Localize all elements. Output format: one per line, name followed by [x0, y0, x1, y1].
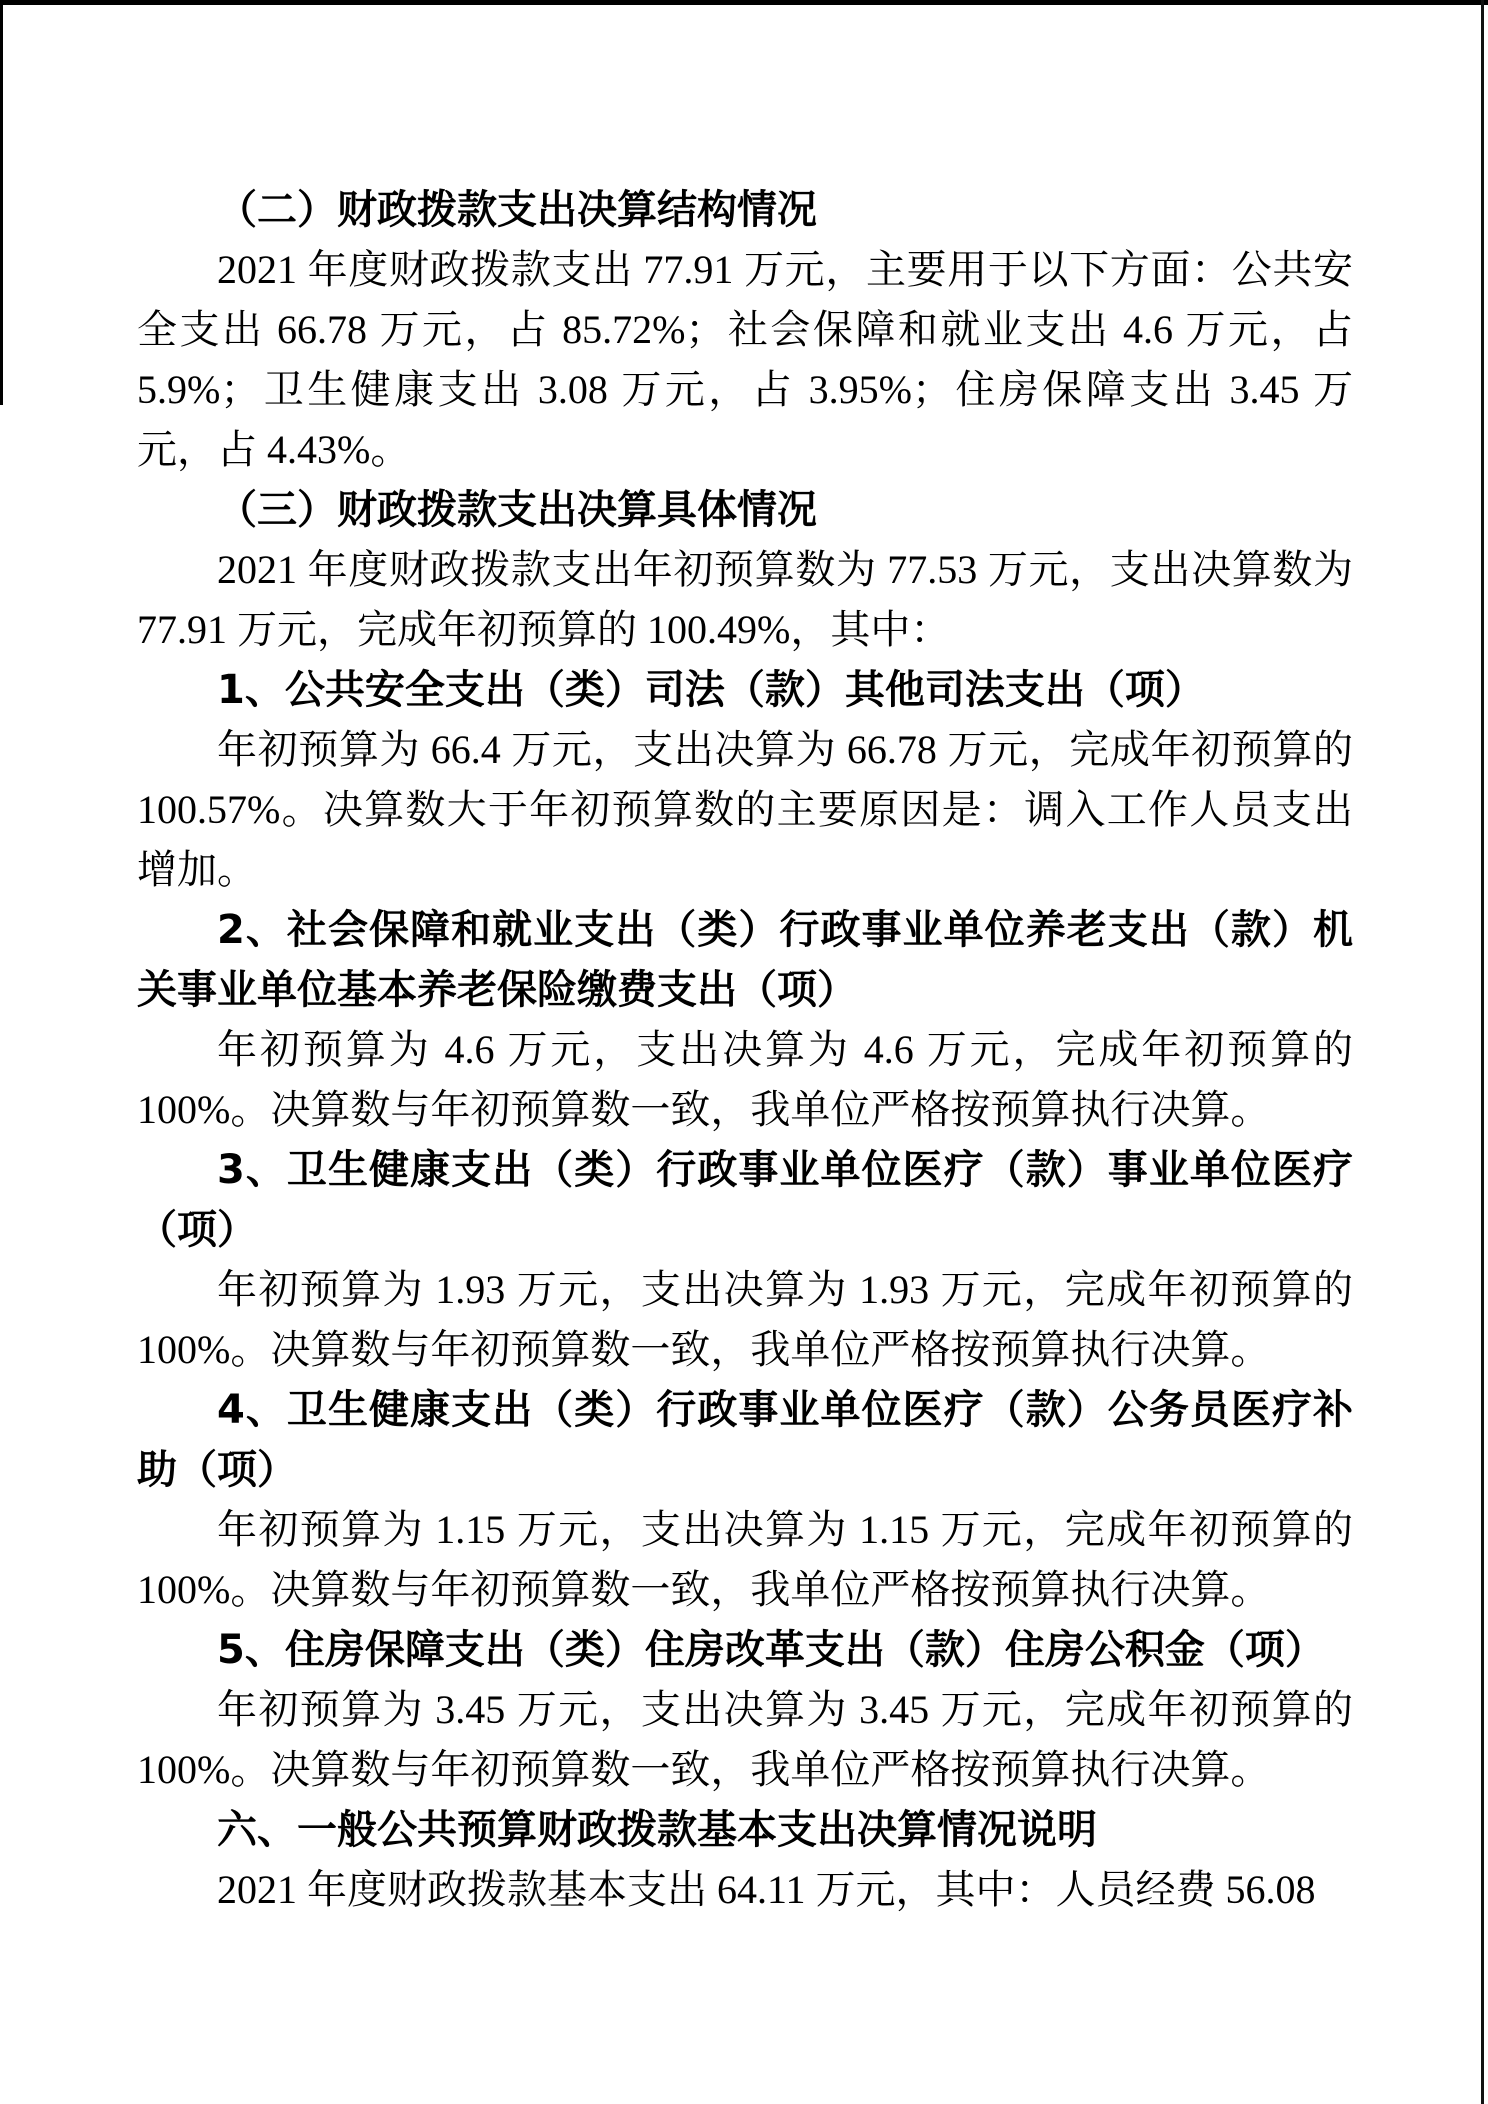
section-heading: 六、一般公共预算财政拨款基本支出决算情况说明 — [217, 1807, 1097, 1853]
paragraph: 年初预算为 4.6 万元，支出决算为 4.6 万元，完成年初预算的 100%。决算数与年初预算数一致，我单位严格按预算执行决算。 — [137, 1027, 1353, 1132]
paragraph: 年初预算为 66.4 万元，支出决算为 66.78 万元，完成年初预算的 100.57%。决算数大于年初预算数的主要原因是：调入工作人员支出增加。 — [137, 727, 1353, 892]
section-heading: 3、卫生健康支出（类）行政事业单位医疗（款）事业单位医疗（项） — [137, 1147, 1353, 1253]
section-heading: 4、卫生健康支出（类）行政事业单位医疗（款）公务员医疗补助（项） — [137, 1387, 1353, 1493]
section-heading: 1、公共安全支出（类）司法（款）其他司法支出（项） — [217, 667, 1205, 713]
scan-artifact-top-edge — [0, 0, 1488, 5]
paragraph: 年初预算为 1.15 万元，支出决算为 1.15 万元，完成年初预算的 100%。决算数与年初预算数一致，我单位严格按预算执行决算。 — [137, 1507, 1353, 1612]
section-heading: 2、社会保障和就业支出（类）行政事业单位养老支出（款）机关事业单位基本养老保险缴费支出（项） — [137, 907, 1353, 1013]
paragraph: 年初预算为 1.93 万元，支出决算为 1.93 万元，完成年初预算的 100%。决算数与年初预算数一致，我单位严格按预算执行决算。 — [137, 1267, 1353, 1372]
scan-artifact-left-edge — [0, 0, 3, 405]
section-heading: （三）财政拨款支出决算具体情况 — [217, 487, 817, 533]
paragraph: 年初预算为 3.45 万元，支出决算为 3.45 万元，完成年初预算的 100%。决算数与年初预算数一致，我单位严格按预算执行决算。 — [137, 1687, 1353, 1792]
document-text-area — [137, 180, 1353, 1920]
paragraph: 2021 年度财政拨款基本支出 64.11 万元，其中：人员经费 56.08 — [217, 1867, 1316, 1912]
scan-artifact-right-edge — [1481, 0, 1484, 2104]
paragraph: 2021 年度财政拨款支出年初预算数为 77.53 万元，支出决算数为 77.91 万元，完成年初预算的 100.49%，其中： — [137, 547, 1353, 652]
section-heading: （二）财政拨款支出决算结构情况 — [217, 187, 817, 233]
section-heading: 5、住房保障支出（类）住房改革支出（款）住房公积金（项） — [217, 1627, 1325, 1673]
paragraph: 2021 年度财政拨款支出 77.91 万元，主要用于以下方面：公共安全支出 66.78 万元，占 85.72%；社会保障和就业支出 4.6 万元，占 5.9%；卫生健康支出 3.08 万元，占 3.95%；住房保障支出 3.45 万元，占 4.43%。 — [137, 247, 1353, 472]
